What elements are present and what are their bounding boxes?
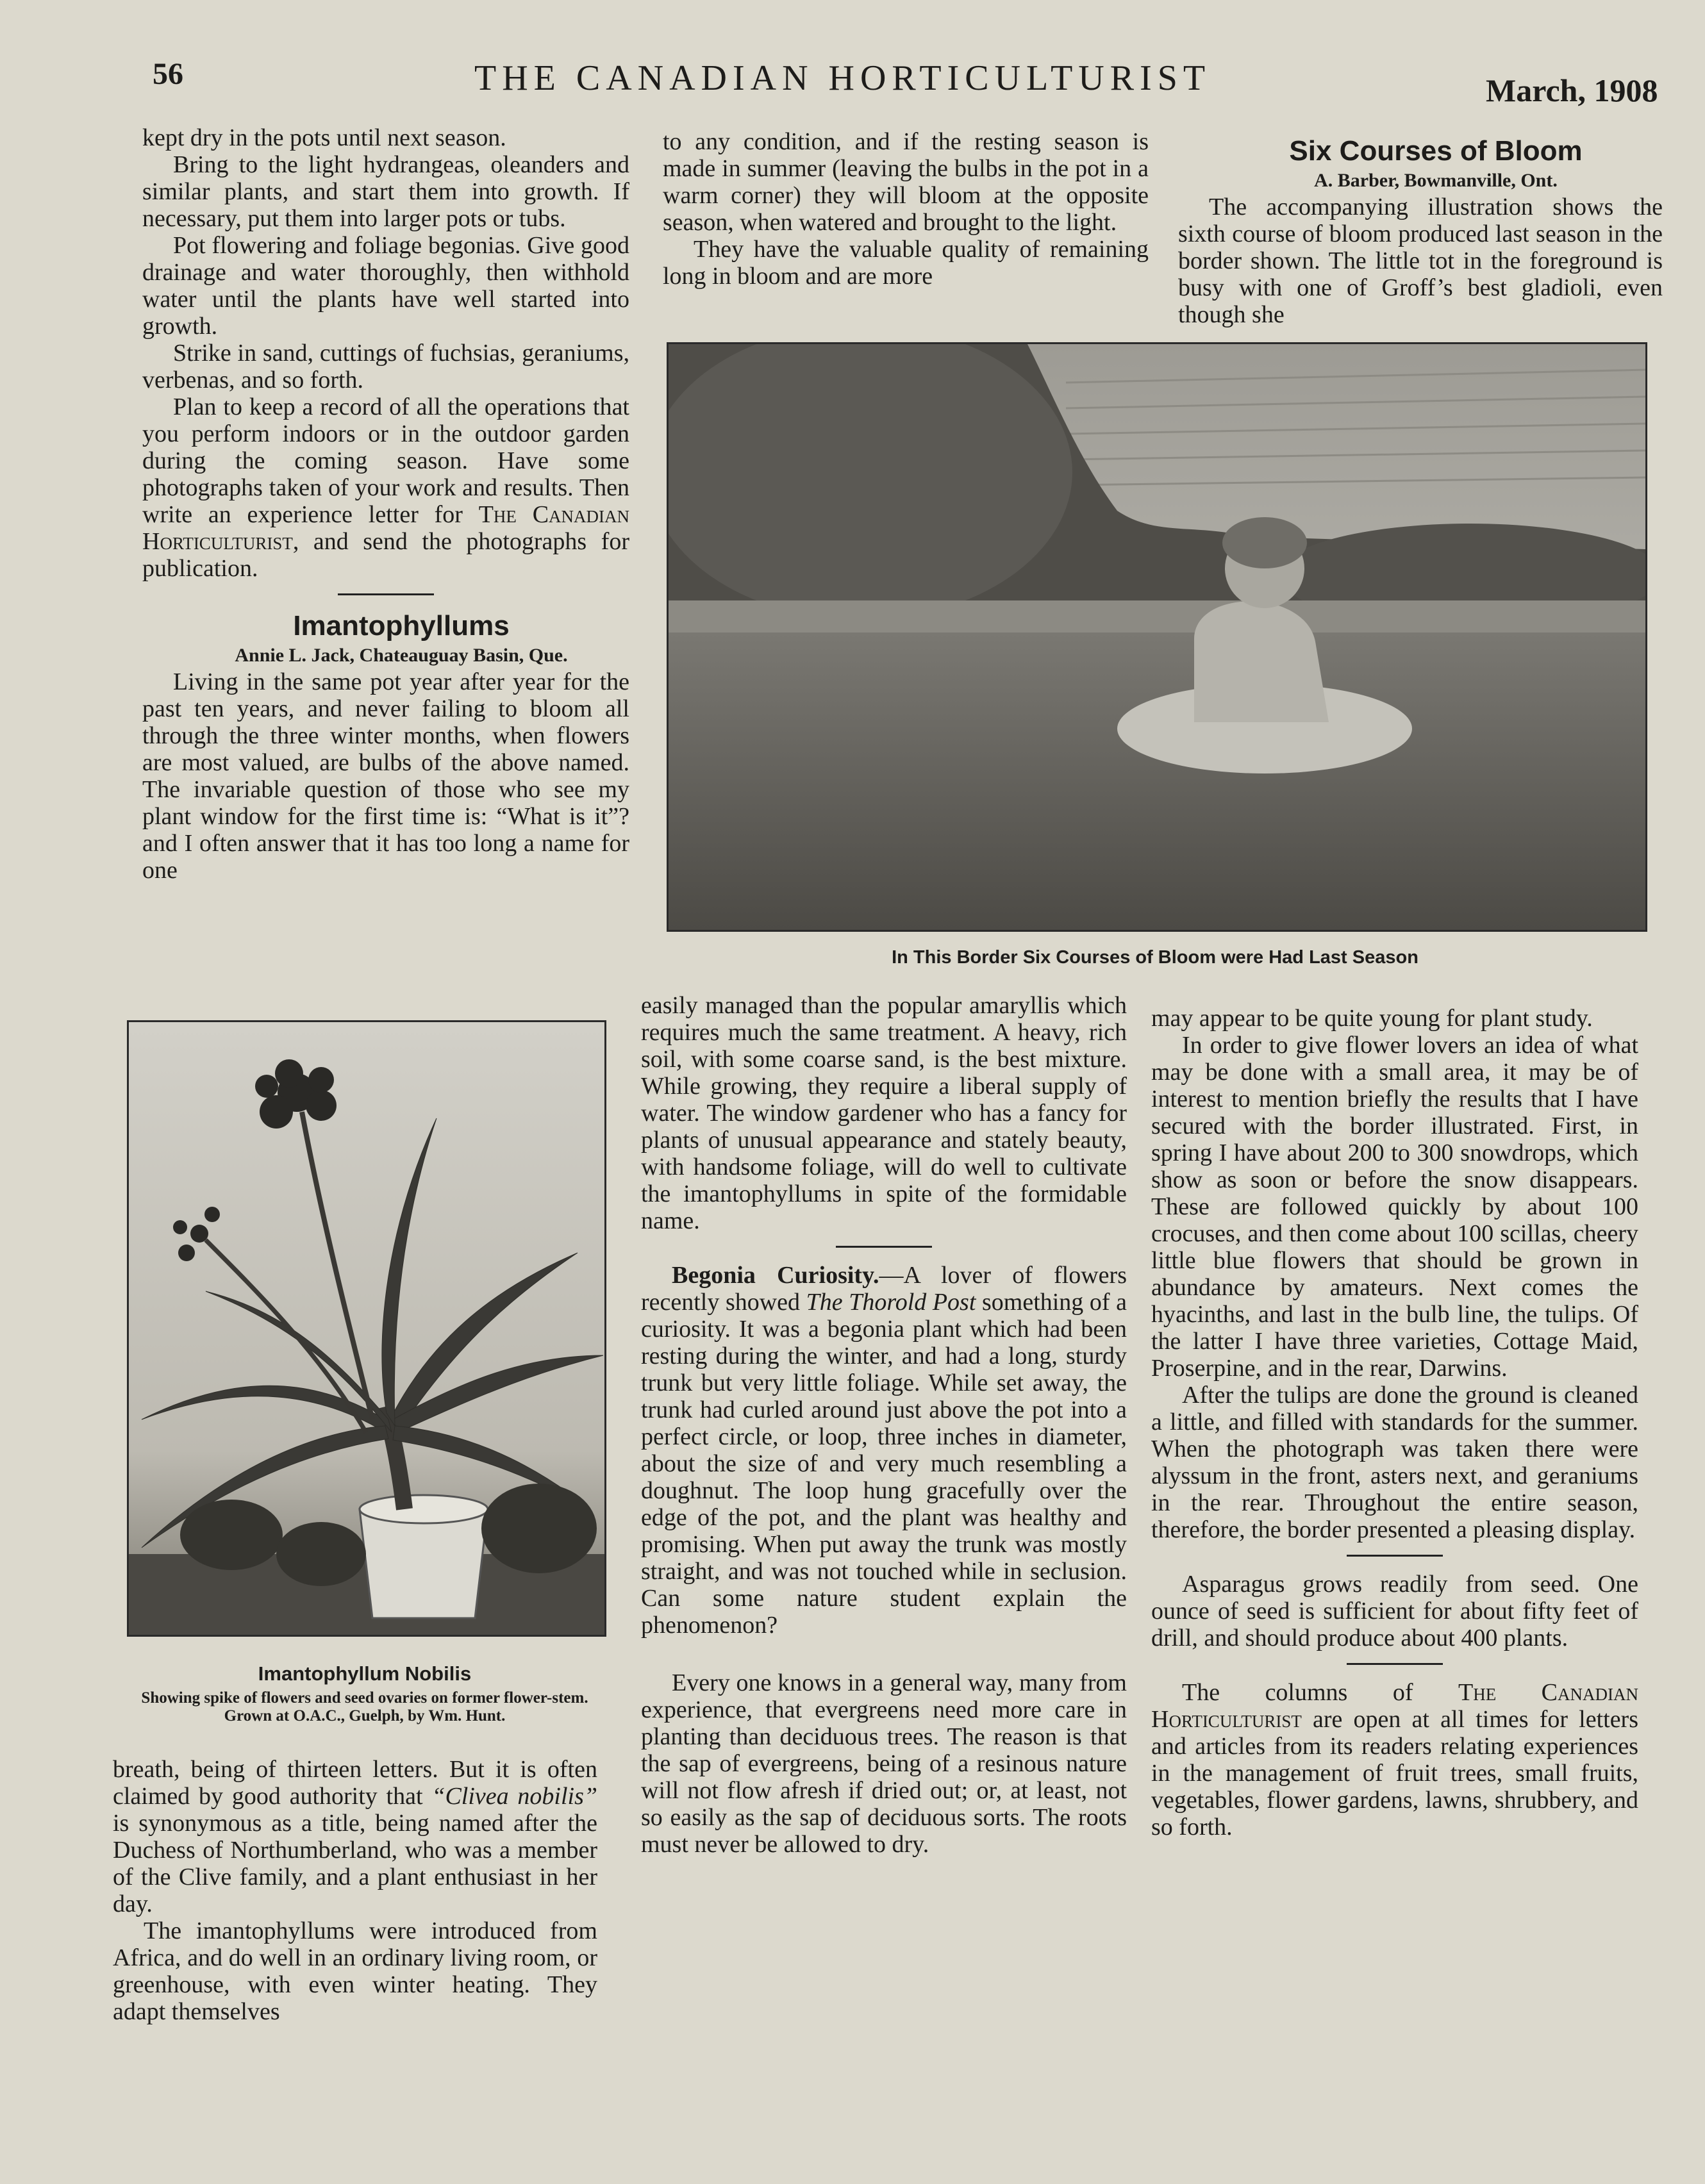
magazine-name: The Canadian Horticulturist,: [142, 501, 630, 555]
article-byline: Annie L. Jack, Chateauguay Basin, Que.: [235, 645, 568, 666]
paragraph: Every one knows in a general way, many from experience, that evergreens need more care in planting than deciduous trees. The reason is that the sap of evergreens, being of a resinous nature will not flow afresh if dried out; or, at least, not so easily as the sap of deciduous sorts. The roots must never be allowed to dry.: [641, 1669, 1127, 1858]
paragraph: In order to give flower lovers an idea of what may be done with a small area, it may be of interest to mention briefly the results that I have secured with the border illustrated. First, in spring I have about 200 to 300 snowdrops, which show as soon or before the snow disappears. These are followed quickly by about 100 crocuses, and then come about 100 scillas, cheery little blue flowers that should be grown in abundance by amateurs. Next comes the hyacinths, and last in the bulb line, the tulips. Of the latter I have three varieties, Cottage Maid, Proserpine, and in the rear, Darwins.: [1151, 1032, 1638, 1382]
masthead-title: THE CANADIAN HORTICULTURIST: [474, 58, 1211, 98]
column-2-upper: [663, 128, 1149, 290]
text-span: and send the photographs for publication.: [142, 528, 630, 582]
paragraph: Living in the same pot year after year for the past ten years, and never failing to bloom all through the three winter months, when flowers are most valued, are bulbs of the above named. The invariable question of those who see my plant window for the first time is: “What is it”? and I often answer that it has too long a name for one: [142, 668, 629, 884]
paragraph: [113, 1756, 597, 1917]
paragraph: may appear to be quite young for plant study.: [1151, 1005, 1593, 1032]
figure-title: Imantophyllum Nobilis: [258, 1662, 472, 1685]
section-divider: [836, 1246, 932, 1248]
article-byline: A. Barber, Bowmanville, Ont.: [1314, 170, 1558, 191]
paragraph: The imantophyllums were introduced from Africa, and do well in an ordinary living room, or greenhouse, with even winter heating. They adapt themselves: [113, 1917, 597, 2025]
paragraph: The accompanying illustration shows the sixth course of bloom produced last season in the border shown. The little tot in the foreground is busy with one of Groff’s best gladioli, even though she: [1178, 194, 1663, 328]
paragraph: Asparagus grows readily from seed. One ounce of seed is sufficient for about fifty feet of drill, and should produce about 400 plants.: [1151, 1571, 1638, 1651]
column-3-upper: [1178, 135, 1663, 328]
garden-illustration: [669, 344, 1645, 930]
paragraph-lead: Begonia Curiosity.: [672, 1262, 879, 1289]
photo-caption: In This Border Six Courses of Bloom were Had Last Season: [892, 947, 1418, 968]
paragraph: Pot flowering and foliage begonias. Give good drainage and water thoroughly, then withhold water until the plants have well started into growth.: [142, 232, 629, 340]
garden-border-photo: [667, 342, 1647, 932]
text-span: are open at all times for letters and articles from its readers relating experiences in the management of fruit trees, small fruits, vegetables, flower gardens, lawns, shrubbery, and so forth.: [1151, 1706, 1638, 1841]
imantophyllum-photo: [127, 1020, 606, 1637]
text-span: Plan to keep a record of all the operations that you perform indoors or in the outdoor garden during the coming season. Have some photographs taken of your work and results. Then write an experience letter for: [142, 393, 629, 528]
magazine-name: The Canadian Horticulturist: [1151, 1679, 1639, 1733]
paragraph: [1151, 1679, 1638, 1841]
paragraph: [641, 1262, 1127, 1639]
article-title: Six Courses of Bloom: [1289, 135, 1583, 167]
paragraph: After the tulips are done the ground is cleaned a little, and filled with standards for the summer. When the photograph was taken there were alyssum in the front, asters next, and geraniums in the rear. Throughout the entire season, therefore, the border presented a pleasing display.: [1151, 1382, 1638, 1543]
text-span: breath, being of thirteen letters. But it is often claimed by good authority that: [113, 1756, 597, 1810]
column-1-lower: [113, 1756, 597, 2025]
text-span: something of a curiosity. It was a begonia plant which had been resting during the winter, and had a long, sturdy trunk but very little foliage. While set away, the trunk had curled around just above the pot into a perfect circle, or loop, three inches in diameter, about the size of and very much resembling a doughnut. The loop hung gracefully over the edge of the pot, and the plant was healthy and promising. When put away the trunk was mostly straight, and was not touched while in seclusion. Can some nature student explain the phenomenon?: [641, 1289, 1127, 1639]
paragraph: Strike in sand, cuttings of fuchsias, geraniums, verbenas, and so forth.: [142, 340, 629, 393]
text-span: is synonymous as a title, being named after the Duchess of Northumberland, who was a member of the Clive family, and a plant enthusiast in her day.: [113, 1810, 597, 1917]
paragraph: [142, 393, 629, 582]
figure-caption: Showing spike of flowers and seed ovaries on former flower-stem. Grown at O.A.C., Guelph, by Wm. Hunt.: [141, 1689, 588, 1725]
botanical-name: “Clivea nobilis”: [431, 1783, 598, 1810]
plant-illustration: [129, 1022, 604, 1635]
paragraph: to any condition, and if the resting season is made in summer (leaving the bulbs in the pot in a warm corner) they will bloom at the opposite season, when watered and brought to the light.: [663, 128, 1149, 236]
column-1-upper: [142, 124, 629, 884]
page-number: 56: [153, 57, 183, 91]
column-3-lower: [1151, 1005, 1638, 1841]
paragraph: They have the valuable quality of remaining long in bloom and are more: [663, 236, 1149, 290]
section-divider: [1347, 1663, 1443, 1665]
text-span: —A lover of flowers recently showed: [641, 1262, 1127, 1316]
section-divider: [1347, 1555, 1443, 1557]
text-span: The columns of: [1182, 1679, 1413, 1706]
paragraph: kept dry in the pots until next season.: [142, 124, 506, 151]
section-divider: [338, 593, 434, 595]
article-title: Imantophyllums: [293, 610, 510, 641]
newspaper-name: The Thorold Post: [806, 1289, 976, 1316]
paragraph: Bring to the light hydrangeas, oleanders and similar plants, and start them into growth. If necessary, put them into larger pots or tubs.: [142, 151, 629, 232]
paragraph: easily managed than the popular amaryllis which requires much the same treatment. A heavy, rich soil, with some coarse sand, is the best mixture. While growing, they require a liberal supply of water. The window gardener who has a fancy for plants of unusual appearance and stately beauty, with handsome foliage, will do well to cultivate the imantophyllums in spite of the formidable name.: [641, 992, 1127, 1234]
issue-date: March, 1908: [1486, 72, 1658, 108]
column-2-lower: [641, 992, 1127, 1858]
spacer: [641, 1639, 1127, 1669]
